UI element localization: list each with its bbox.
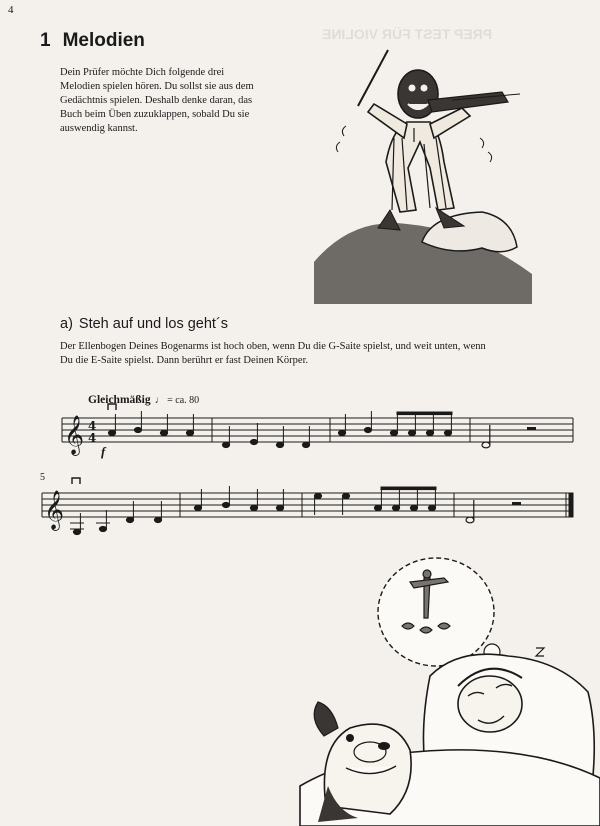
exercise-title: Steh auf und los geht´s [78,316,229,332]
page-number: 4 [8,4,14,16]
down-bow-mark [72,478,80,484]
instruction-line: Der Ellenbogen Deines Bogenarms ist hoch oben, wenn Du die G-Saite spielst, und weit unten, wenn [60,341,486,352]
metronome-mark: ♩ = ca. 80 [154,395,200,406]
exercise-label: a) [60,316,73,332]
section-title: Melodien [62,30,145,51]
dynamic-marking: f [101,444,106,459]
time-signature-top: 4 [88,419,97,433]
treble-clef: 𝄞 [64,415,85,455]
dreaming-boy-illustration [298,556,600,826]
instruction-line: Du die E-Saite spielst. Dann berührt er fast Deinen Körper. [60,355,309,366]
intro-line: Melodien spielen hören. Du sollst sie aus dem [60,81,254,92]
show-through-title: PREP TEST FÜR VIOLINE [322,26,493,42]
treble-clef: 𝄞 [44,490,65,530]
intro-line: auswendig kannst. [60,123,138,134]
staff-lines-2 [42,493,573,517]
section-number: 1 [40,30,51,51]
half-rest [512,502,521,505]
intro-line: Dein Prüfer möchte Dich folgende drei [60,67,225,78]
tempo-word: Gleichmäßig [88,394,151,406]
measure-number: 5 [40,472,45,483]
intro-line: Gedächtnis spielen. Deshalb denke daran, das [60,95,253,106]
time-signature-bottom: 4 [88,431,97,445]
intro-line: Buch beim Üben zuzuklappen, sobald Du sie [60,109,250,120]
